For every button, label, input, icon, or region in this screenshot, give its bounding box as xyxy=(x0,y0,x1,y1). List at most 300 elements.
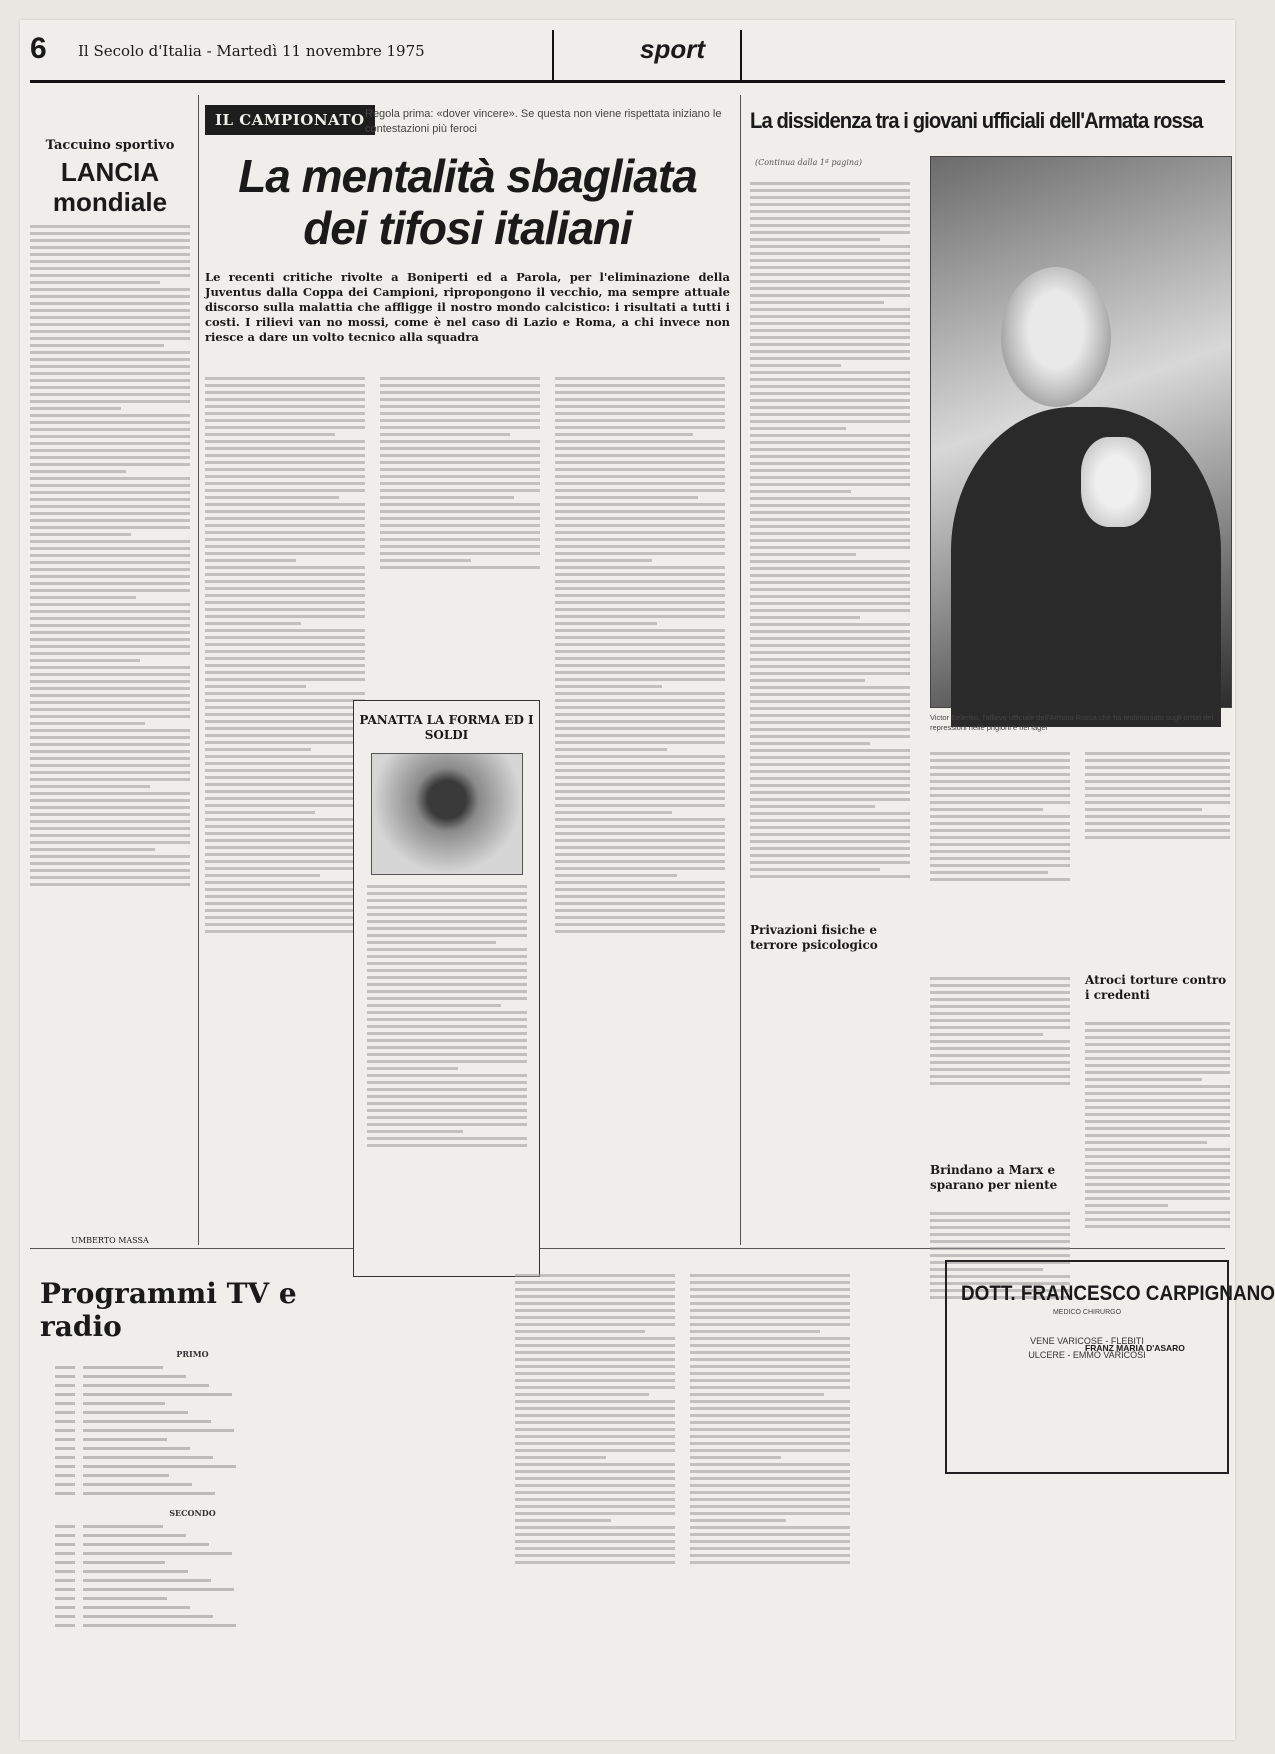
tv-row xyxy=(30,1480,355,1489)
text-line xyxy=(515,1295,675,1298)
text-line xyxy=(555,496,698,499)
text-line xyxy=(750,504,910,507)
article-body xyxy=(380,373,540,673)
text-line xyxy=(930,1047,1070,1050)
text-line xyxy=(380,447,540,450)
text-line xyxy=(515,1442,675,1445)
text-line xyxy=(750,847,910,850)
text-line xyxy=(930,836,1070,839)
text-line xyxy=(205,713,365,716)
masthead xyxy=(30,30,1225,83)
text-line xyxy=(205,678,365,681)
text-line xyxy=(555,867,725,870)
text-line xyxy=(690,1470,850,1473)
text-line xyxy=(1085,801,1230,804)
tv-row xyxy=(30,1381,355,1390)
tv-row xyxy=(30,1453,355,1462)
text-line xyxy=(555,678,725,681)
text-line xyxy=(205,874,320,877)
text-line xyxy=(750,182,910,185)
tv-row xyxy=(30,1462,355,1471)
article-body xyxy=(515,1270,675,1725)
text-line xyxy=(30,421,190,424)
text-line xyxy=(930,1226,1070,1229)
text-line xyxy=(205,545,365,548)
text-line xyxy=(205,384,365,387)
text-line xyxy=(555,482,725,485)
article-body xyxy=(30,225,190,1235)
text-line xyxy=(930,752,1070,755)
text-line xyxy=(1085,787,1230,790)
page-number: 6 xyxy=(30,32,47,65)
text-line xyxy=(205,475,365,478)
text-line xyxy=(30,477,190,480)
text-line xyxy=(1085,1078,1202,1081)
text-line xyxy=(205,615,365,618)
text-line xyxy=(367,1004,501,1007)
text-line xyxy=(690,1547,850,1550)
text-line xyxy=(367,1053,527,1056)
text-line xyxy=(30,869,190,872)
text-line xyxy=(367,1060,527,1063)
text-line xyxy=(205,454,365,457)
text-line xyxy=(690,1323,850,1326)
text-line xyxy=(205,664,365,667)
text-line xyxy=(750,483,910,486)
tv-row xyxy=(30,1390,355,1399)
text-line xyxy=(750,553,856,556)
text-line xyxy=(205,622,301,625)
text-line xyxy=(515,1309,675,1312)
text-line xyxy=(555,538,725,541)
text-line xyxy=(30,288,190,291)
text-line xyxy=(367,1018,527,1021)
text-line xyxy=(515,1337,675,1340)
text-line xyxy=(367,969,527,972)
text-line xyxy=(30,820,190,823)
text-line xyxy=(555,433,693,436)
text-line xyxy=(750,287,910,290)
article-body xyxy=(555,373,725,1223)
text-line xyxy=(750,707,910,710)
text-line xyxy=(515,1386,675,1389)
text-line xyxy=(30,323,190,326)
text-line xyxy=(515,1316,675,1319)
text-line xyxy=(750,679,865,682)
text-line xyxy=(930,1212,1070,1215)
text-line xyxy=(750,784,910,787)
text-line xyxy=(1085,1197,1230,1200)
channel-label: SECONDO xyxy=(169,1508,216,1518)
text-line xyxy=(750,280,910,283)
text-line xyxy=(750,371,910,374)
text-line xyxy=(750,378,910,381)
text-line xyxy=(1085,780,1230,783)
text-line xyxy=(750,434,910,437)
text-line xyxy=(367,1088,527,1091)
text-line xyxy=(30,827,190,830)
text-line xyxy=(555,419,725,422)
text-line xyxy=(380,468,540,471)
text-line xyxy=(750,245,910,248)
text-line xyxy=(555,888,725,891)
text-line xyxy=(30,813,190,816)
text-line xyxy=(30,512,190,515)
text-line xyxy=(515,1526,675,1529)
text-line xyxy=(750,252,910,255)
tv-row xyxy=(30,1363,355,1372)
text-line xyxy=(690,1365,850,1368)
tv-row xyxy=(30,1558,355,1567)
text-line xyxy=(750,609,910,612)
text-line xyxy=(205,433,335,436)
text-line xyxy=(205,629,365,632)
text-line xyxy=(750,364,841,367)
text-line xyxy=(205,601,365,604)
text-line xyxy=(367,906,527,909)
text-line xyxy=(690,1344,850,1347)
text-line xyxy=(750,861,910,864)
text-line xyxy=(930,759,1070,762)
text-line xyxy=(515,1358,675,1361)
text-line xyxy=(380,510,540,513)
text-line xyxy=(367,1102,527,1105)
text-line xyxy=(555,692,725,695)
text-line xyxy=(690,1372,850,1375)
text-line xyxy=(515,1519,611,1522)
text-line xyxy=(30,792,190,795)
text-line xyxy=(1085,1127,1230,1130)
text-line xyxy=(750,798,910,801)
text-line xyxy=(1085,836,1230,839)
text-line xyxy=(555,909,725,912)
text-line xyxy=(205,412,365,415)
text-line xyxy=(750,336,910,339)
text-line xyxy=(750,308,910,311)
text-line xyxy=(205,636,365,639)
section-title: sport xyxy=(640,34,705,64)
text-line xyxy=(515,1379,675,1382)
text-line xyxy=(30,757,190,760)
text-line xyxy=(30,806,190,809)
text-line xyxy=(555,818,725,821)
text-line xyxy=(690,1414,850,1417)
doctor-advertisement xyxy=(945,1260,1275,1474)
text-line xyxy=(1085,822,1230,825)
text-line xyxy=(690,1302,850,1305)
tv-row xyxy=(30,1531,355,1540)
text-line xyxy=(30,505,190,508)
text-line xyxy=(30,372,190,375)
text-line xyxy=(690,1421,850,1424)
text-line xyxy=(205,902,365,905)
text-line xyxy=(30,449,190,452)
text-line xyxy=(515,1274,675,1277)
text-line xyxy=(690,1407,850,1410)
text-line xyxy=(555,790,725,793)
text-line xyxy=(515,1400,675,1403)
tv-row xyxy=(30,1549,355,1558)
text-line xyxy=(750,189,910,192)
text-line xyxy=(30,722,145,725)
text-line xyxy=(30,701,190,704)
text-line xyxy=(1085,1099,1230,1102)
text-line xyxy=(750,441,910,444)
text-line xyxy=(690,1554,850,1557)
text-line xyxy=(30,582,190,585)
tv-row xyxy=(30,1399,355,1408)
text-line xyxy=(515,1449,675,1452)
text-line xyxy=(205,839,365,842)
text-line xyxy=(750,658,910,661)
text-line xyxy=(30,862,190,865)
text-line xyxy=(515,1281,675,1284)
text-line xyxy=(555,545,725,548)
text-line xyxy=(750,385,910,388)
text-line xyxy=(555,699,725,702)
box-title: PANATTA LA FORMA ED I SOLDI xyxy=(359,713,534,742)
text-line xyxy=(205,496,339,499)
text-line xyxy=(367,962,527,965)
text-line xyxy=(750,224,910,227)
text-line xyxy=(750,273,910,276)
text-line xyxy=(205,790,365,793)
text-line xyxy=(30,834,190,837)
panatta-box xyxy=(353,700,540,1277)
text-line xyxy=(930,871,1048,874)
tv-row xyxy=(30,1408,355,1417)
text-line xyxy=(515,1435,675,1438)
text-line xyxy=(515,1344,675,1347)
text-line xyxy=(380,538,540,541)
text-line xyxy=(205,867,365,870)
text-line xyxy=(205,923,365,926)
text-line xyxy=(515,1477,675,1480)
text-line xyxy=(1085,1120,1230,1123)
text-line xyxy=(750,651,910,654)
panatta-photo xyxy=(371,753,523,875)
text-line xyxy=(367,1144,527,1147)
text-line xyxy=(380,405,540,408)
text-line xyxy=(30,771,190,774)
text-line xyxy=(750,294,910,297)
text-line xyxy=(750,637,910,640)
text-line xyxy=(30,456,190,459)
text-line xyxy=(30,498,190,501)
text-line xyxy=(555,720,725,723)
text-line xyxy=(515,1323,675,1326)
text-line xyxy=(690,1386,850,1389)
text-line xyxy=(555,517,725,520)
text-line xyxy=(930,1019,1070,1022)
text-line xyxy=(515,1288,675,1291)
text-line xyxy=(555,503,725,506)
text-line xyxy=(30,470,126,473)
text-line xyxy=(30,463,190,466)
tv-title: Programmi TV e radio xyxy=(40,1277,297,1343)
text-line xyxy=(30,743,190,746)
text-line xyxy=(750,476,910,479)
text-line xyxy=(380,384,540,387)
text-line xyxy=(750,203,910,206)
text-line xyxy=(30,778,190,781)
text-line xyxy=(30,617,190,620)
article-signature: UMBERTO MASSA xyxy=(71,1236,149,1245)
article-body xyxy=(750,178,910,1248)
text-line xyxy=(30,316,190,319)
text-line xyxy=(515,1393,649,1396)
text-line xyxy=(750,560,910,563)
text-line xyxy=(1085,1218,1230,1221)
text-line xyxy=(380,489,540,492)
text-line xyxy=(1085,1162,1230,1165)
text-line xyxy=(205,608,365,611)
article-body xyxy=(205,373,365,1223)
text-line xyxy=(380,475,540,478)
text-line xyxy=(30,694,190,697)
text-line xyxy=(30,848,155,851)
text-line xyxy=(555,734,725,737)
text-line xyxy=(380,559,471,562)
text-line xyxy=(1085,1148,1230,1151)
text-line xyxy=(30,337,190,340)
text-line xyxy=(515,1463,675,1466)
text-line xyxy=(1085,1085,1230,1088)
text-line xyxy=(380,426,540,429)
text-line xyxy=(1085,1092,1230,1095)
text-line xyxy=(555,874,677,877)
text-line xyxy=(750,427,846,430)
text-line xyxy=(1085,1190,1230,1193)
text-line xyxy=(30,267,190,270)
text-line xyxy=(555,685,662,688)
text-line xyxy=(555,391,725,394)
text-line xyxy=(30,785,150,788)
text-line xyxy=(30,358,190,361)
text-line xyxy=(30,568,190,571)
text-line xyxy=(380,391,540,394)
text-line xyxy=(1085,1211,1230,1214)
text-line xyxy=(1085,794,1230,797)
text-line xyxy=(30,260,190,263)
article-headline: La mentalità sbagliata dei tifosi italiani xyxy=(238,150,697,254)
text-line xyxy=(515,1372,675,1375)
text-line xyxy=(930,773,1070,776)
text-line xyxy=(690,1330,820,1333)
text-line xyxy=(690,1456,781,1459)
text-line xyxy=(930,998,1070,1001)
text-line xyxy=(690,1505,850,1508)
text-line xyxy=(750,217,910,220)
text-line xyxy=(750,735,910,738)
text-line xyxy=(930,850,1070,853)
text-line xyxy=(380,440,540,443)
text-line xyxy=(205,741,365,744)
text-line xyxy=(555,468,725,471)
text-line xyxy=(750,455,910,458)
text-line xyxy=(1085,829,1230,832)
text-line xyxy=(690,1428,850,1431)
text-line xyxy=(30,295,190,298)
text-line xyxy=(555,783,725,786)
text-line xyxy=(367,913,527,916)
text-line xyxy=(205,461,365,464)
text-line xyxy=(1085,1106,1230,1109)
text-line xyxy=(205,769,365,772)
text-line xyxy=(750,588,910,591)
text-line xyxy=(205,846,365,849)
text-line xyxy=(30,750,190,753)
article-headline: LANCIA mondiale xyxy=(52,157,168,217)
text-line xyxy=(930,1026,1070,1029)
masthead-divider xyxy=(740,30,742,80)
text-line xyxy=(555,755,725,758)
text-line xyxy=(690,1379,850,1382)
text-line xyxy=(750,819,910,822)
text-line xyxy=(30,232,190,235)
text-line xyxy=(750,315,910,318)
text-line xyxy=(205,489,365,492)
text-line xyxy=(30,715,190,718)
text-line xyxy=(750,791,910,794)
text-line xyxy=(367,1074,527,1077)
text-line xyxy=(750,854,910,857)
text-line xyxy=(555,706,725,709)
article-body xyxy=(930,973,1070,1153)
text-line xyxy=(380,482,540,485)
text-line xyxy=(1085,815,1230,818)
text-line xyxy=(367,1123,527,1126)
section-label: IL CAMPIONATO xyxy=(205,105,375,135)
text-line xyxy=(1085,1176,1230,1179)
text-line xyxy=(690,1393,824,1396)
text-line xyxy=(555,405,725,408)
text-line xyxy=(515,1484,675,1487)
text-line xyxy=(367,997,527,1000)
text-line xyxy=(555,657,725,660)
tv-row xyxy=(30,1594,355,1603)
text-line xyxy=(1085,759,1230,762)
text-line xyxy=(555,930,725,933)
text-line xyxy=(515,1351,675,1354)
text-line xyxy=(30,659,140,662)
text-line xyxy=(205,692,365,695)
text-line xyxy=(555,489,725,492)
box-body xyxy=(367,885,527,1290)
text-line xyxy=(515,1540,675,1543)
text-line xyxy=(30,764,190,767)
text-line xyxy=(750,644,910,647)
text-line xyxy=(555,804,725,807)
text-line xyxy=(930,801,1070,804)
text-line xyxy=(750,770,910,773)
text-line xyxy=(690,1463,850,1466)
text-line xyxy=(750,595,910,598)
text-line xyxy=(205,482,365,485)
text-line xyxy=(690,1477,850,1480)
text-line xyxy=(205,538,365,541)
text-line xyxy=(515,1491,675,1494)
text-line xyxy=(30,547,190,550)
text-line xyxy=(205,531,365,534)
text-line xyxy=(555,748,667,751)
text-line xyxy=(930,984,1070,987)
text-line xyxy=(367,948,527,951)
text-line xyxy=(205,657,365,660)
column-rule xyxy=(198,95,199,1245)
text-line xyxy=(750,672,910,675)
text-line xyxy=(1085,1141,1207,1144)
